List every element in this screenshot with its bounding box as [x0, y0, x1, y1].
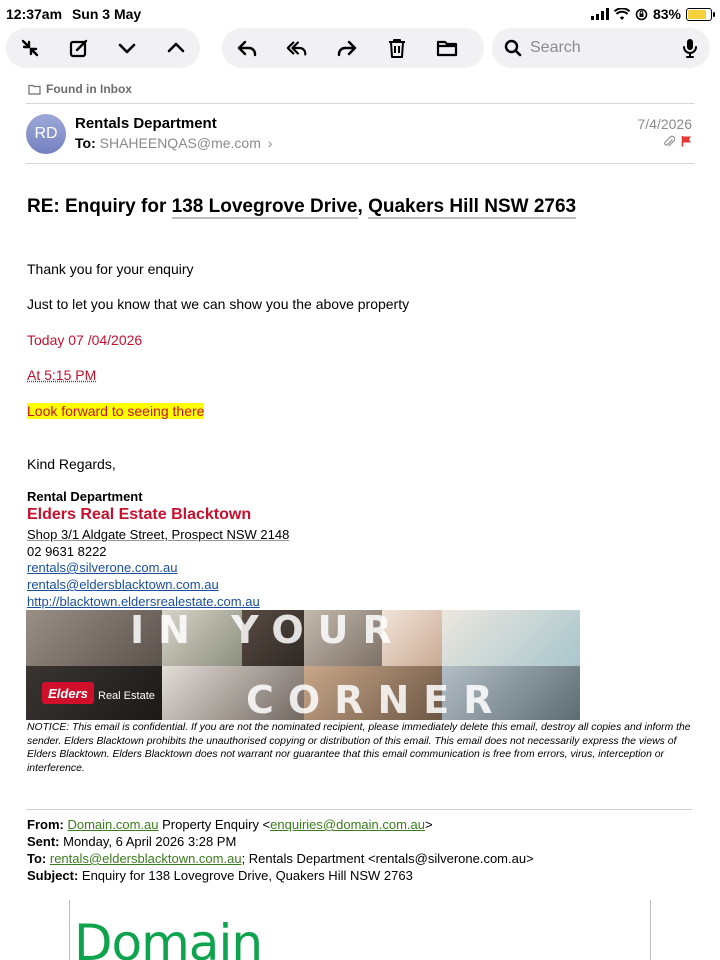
next-message-button[interactable] — [103, 28, 152, 68]
status-bar — [0, 0, 720, 28]
compose-icon — [68, 37, 90, 59]
signature-dept: Rental Department — [27, 489, 143, 504]
chevron-down-icon — [116, 37, 138, 59]
from-email-link[interactable]: enquiries@domain.com.au — [270, 817, 425, 832]
forwarded-sent — [27, 833, 534, 850]
search-field[interactable] — [492, 28, 710, 68]
status-date: Sun 3 May — [71, 6, 142, 22]
to-email-link[interactable]: rentals@eldersblacktown.com.au — [49, 851, 242, 866]
found-in-label: Found in Inbox — [46, 82, 132, 96]
from-rest: Property Enquiry < — [158, 817, 271, 832]
signature-email-link[interactable]: rentals@eldersblacktown.com.au — [27, 577, 219, 592]
elders-logo: Elders — [42, 682, 94, 704]
folder-icon — [28, 84, 41, 95]
subject-address-link[interactable]: 138 Lovegrove Drive — [171, 196, 358, 217]
divider — [26, 809, 692, 810]
subject-separator: , — [357, 196, 369, 217]
search-placeholder: Search — [530, 39, 581, 56]
cellular-signal-icon — [591, 8, 609, 20]
divider — [26, 103, 694, 104]
signature-email-link[interactable]: rentals@silverone.com.au — [27, 560, 178, 575]
subject-value: Enquiry for 138 Lovegrove Drive, Quakers Hill NSW 2763 — [78, 868, 413, 883]
to-rest: ; Rentals Department <rentals@silverone.com.au> — [241, 851, 534, 866]
mailbox-location — [28, 82, 132, 96]
reply-all-button[interactable] — [272, 28, 322, 68]
chevron-right-icon: › — [267, 135, 273, 151]
to-label: To: — [27, 851, 47, 866]
forwarded-from — [27, 816, 534, 833]
signature-address[interactable]: Shop 3/1 Aldgate Street, Prospect NSW 2148 — [27, 527, 290, 542]
delete-button[interactable] — [372, 28, 422, 68]
avatar[interactable]: RD — [26, 114, 66, 154]
banner-slogan-top: IN YOUR — [130, 610, 406, 652]
signature-company: Elders Real Estate Blacktown — [27, 506, 252, 523]
microphone-icon[interactable] — [682, 38, 698, 58]
sender-name[interactable]: Rentals Department — [75, 115, 217, 132]
forwarded-subject — [27, 867, 534, 884]
chevron-up-icon — [165, 37, 187, 59]
domain-logo: Domain — [74, 914, 263, 960]
previous-message-button[interactable] — [152, 28, 201, 68]
signature-website-link[interactable]: http://blacktown.eldersrealestate.com.au — [27, 594, 260, 609]
elders-banner-image — [26, 610, 580, 720]
appointment-date: Today 07 /04/2026 — [27, 332, 143, 348]
recipient-line[interactable] — [75, 135, 272, 151]
reply-button[interactable] — [222, 28, 272, 68]
to-label: To: — [75, 135, 96, 151]
battery-icon — [686, 8, 712, 21]
divider — [26, 163, 694, 164]
banner-slogan-bottom: CORNER — [246, 678, 507, 720]
highlighted-line: Look forward to seeing there — [27, 403, 205, 419]
from-end: > — [425, 817, 433, 832]
toolbar-actions-group — [222, 28, 484, 68]
email-subject — [27, 196, 576, 218]
subject-suburb-link[interactable]: Quakers Hill NSW 2763 — [368, 196, 577, 217]
attachment-icon — [663, 135, 675, 148]
domain-email-content — [69, 900, 651, 960]
message-date: 7/4/2026 — [637, 116, 692, 132]
compose-button[interactable] — [55, 28, 104, 68]
subject-prefix: RE: Enquiry for — [27, 196, 172, 217]
toolbar-left-group — [6, 28, 200, 68]
flag-icon — [681, 135, 692, 147]
from-label: From: — [27, 817, 64, 832]
move-to-folder-button[interactable] — [422, 28, 472, 68]
body-line: Just to let you know that we can show you the above property — [27, 296, 410, 312]
trash-icon — [386, 37, 408, 59]
battery-percent: 83% — [652, 6, 681, 22]
body-line: Thank you for your enquiry — [27, 261, 194, 277]
folder-icon — [436, 37, 458, 59]
orientation-lock-icon — [635, 8, 648, 21]
sent-label: Sent: — [27, 834, 60, 849]
forward-button[interactable] — [322, 28, 372, 68]
search-icon — [504, 39, 522, 57]
appointment-time[interactable]: At 5:15 PM — [27, 367, 97, 383]
mail-toolbar — [0, 26, 720, 70]
status-time: 12:37am — [6, 6, 63, 22]
message-indicators — [663, 135, 692, 148]
collapse-arrows-icon — [19, 37, 41, 59]
confidentiality-notice: NOTICE: This email is confidential. If you are not the nominated recipient, please immediately delete this email, destroy all copies and inform the sender. Elders Blacktown prohibits the unauthorised copying or distribution of this email. This email does not necessarily express the views of Elders Blacktown. Elders Blacktown does not warrant nor guarantee that this email communication is free from errors, virus, interception or interference. — [27, 722, 691, 774]
reply-all-icon — [286, 37, 308, 59]
subject-label: Subject: — [27, 868, 79, 883]
closing: Kind Regards, — [27, 456, 116, 472]
forwarded-to — [27, 850, 534, 867]
signature-phone[interactable]: 02 9631 8222 — [27, 544, 107, 559]
wifi-icon — [614, 8, 630, 21]
recipient-email: SHAHEENQAS@me.com — [99, 135, 261, 151]
reply-icon — [236, 37, 258, 59]
from-link[interactable]: Domain.com.au — [67, 817, 159, 832]
elders-logo-text: Real Estate — [98, 690, 155, 702]
forwarded-header — [27, 816, 534, 884]
collapse-button[interactable] — [6, 28, 55, 68]
sent-value: Monday, 6 April 2026 3:28 PM — [59, 834, 237, 849]
forward-icon — [336, 37, 358, 59]
